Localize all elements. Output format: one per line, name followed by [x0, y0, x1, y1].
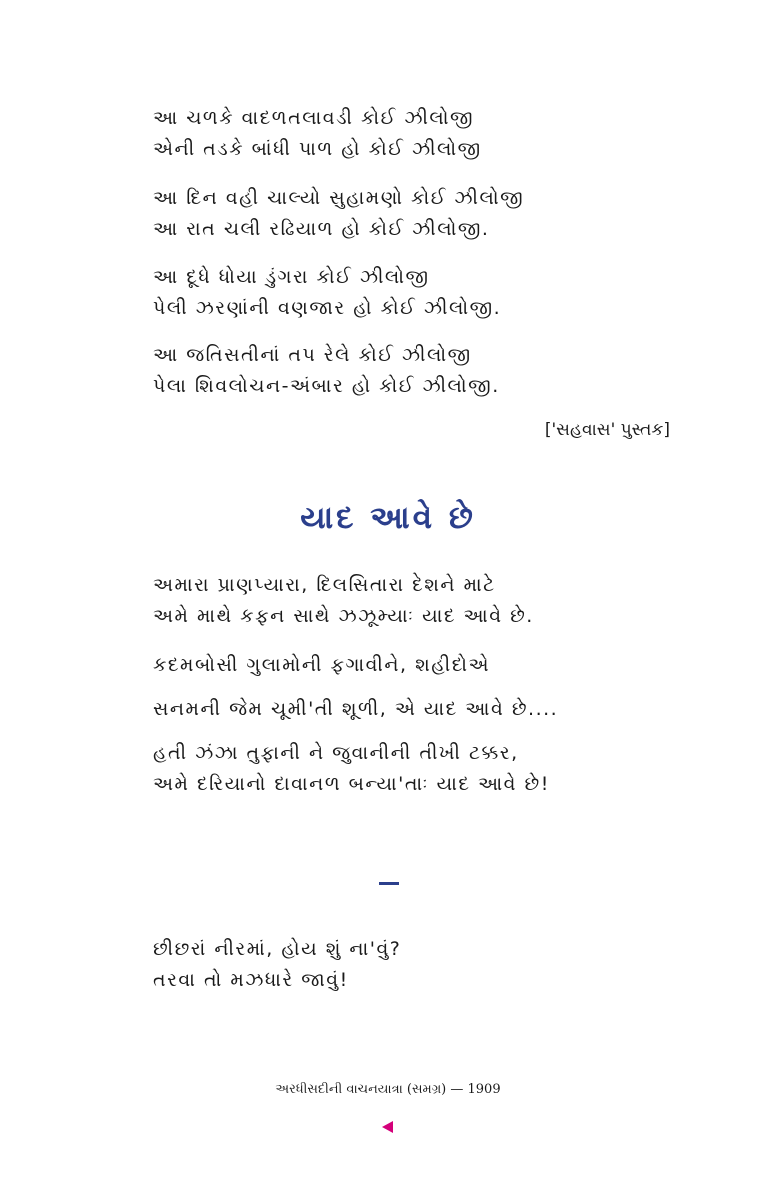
- poem-stanza-2: [153, 650, 490, 681]
- verse-line: પેલા શિવલોચન-અંબાર હો કોઈ ઝીલોજી.: [153, 375, 500, 397]
- section-divider: [379, 882, 399, 885]
- stanza-2: [153, 183, 524, 245]
- verse-line: સનમની જેમ ચૂમી'તી શૂળી, એ યાદ આવે છે....: [153, 698, 559, 720]
- stanza-3: [153, 262, 501, 324]
- source-citation: ['સહવાસ' પુસ્તક]: [544, 420, 670, 440]
- poem-stanza-1: [153, 570, 534, 632]
- verse-line: તરવા તો મઝધારે જાવું!: [153, 969, 349, 991]
- poem-stanza-3: [153, 694, 558, 725]
- verse-line: આ ચળકે વાદળતલાવડી કોઈ ઝીલોજી: [153, 107, 475, 129]
- poem-stanza-4: [153, 738, 550, 800]
- page-footer: અરધીસદીની વાચનયાત્રા (સમગ્ર) — 1909: [275, 1082, 501, 1097]
- verse-line: એની તડકે બાંધી પાળ હો કોઈ ઝીલોજી: [153, 138, 482, 160]
- stanza-1: [153, 103, 482, 165]
- left-triangle-arrow-icon[interactable]: [382, 1121, 393, 1133]
- verse-line: આ રાત ચલી રઢિયાળ હો કોઈ ઝીલોજી.: [153, 218, 490, 240]
- verse-line: આ દિન વહી ચાલ્યો સુહામણો કોઈ ઝીલોજી: [153, 187, 525, 209]
- verse-line: અમે દરિયાનો દાવાનળ બન્યા'તાઃ યાદ આવે છે!: [153, 773, 550, 795]
- verse-line: છીછરાં નીરમાં, હોય શું ના'વું?: [153, 938, 402, 960]
- verse-line: અમે માથે કફન સાથે ઝઝૂમ્યાઃ યાદ આવે છે.: [153, 605, 534, 627]
- verse-line: અમારા પ્રાણપ્યારા, દિલસિતારા દેશને માટે: [153, 574, 496, 596]
- verse-line: આ દૂધે ધોયા ડુંગરા કોઈ ઝીલોજી: [153, 266, 430, 288]
- verse-line: હતી ઝંઝા તુફાની ને જુવાનીની તીખી ટક્કર,: [153, 742, 519, 764]
- verse-line: આ જતિસતીનાં તપ રેલે કોઈ ઝીલોજી: [153, 344, 472, 366]
- verse-line: પેલી ઝરણાંની વણજાર હો કોઈ ઝીલોજી.: [153, 297, 502, 319]
- verse-line: કદમબોસી ગુલામોની ફગાવીને, શહીદોએ: [153, 654, 491, 676]
- stanza-4: [153, 340, 500, 402]
- poem-title: યાદ આવે છે: [300, 500, 476, 536]
- couplet: [153, 934, 401, 996]
